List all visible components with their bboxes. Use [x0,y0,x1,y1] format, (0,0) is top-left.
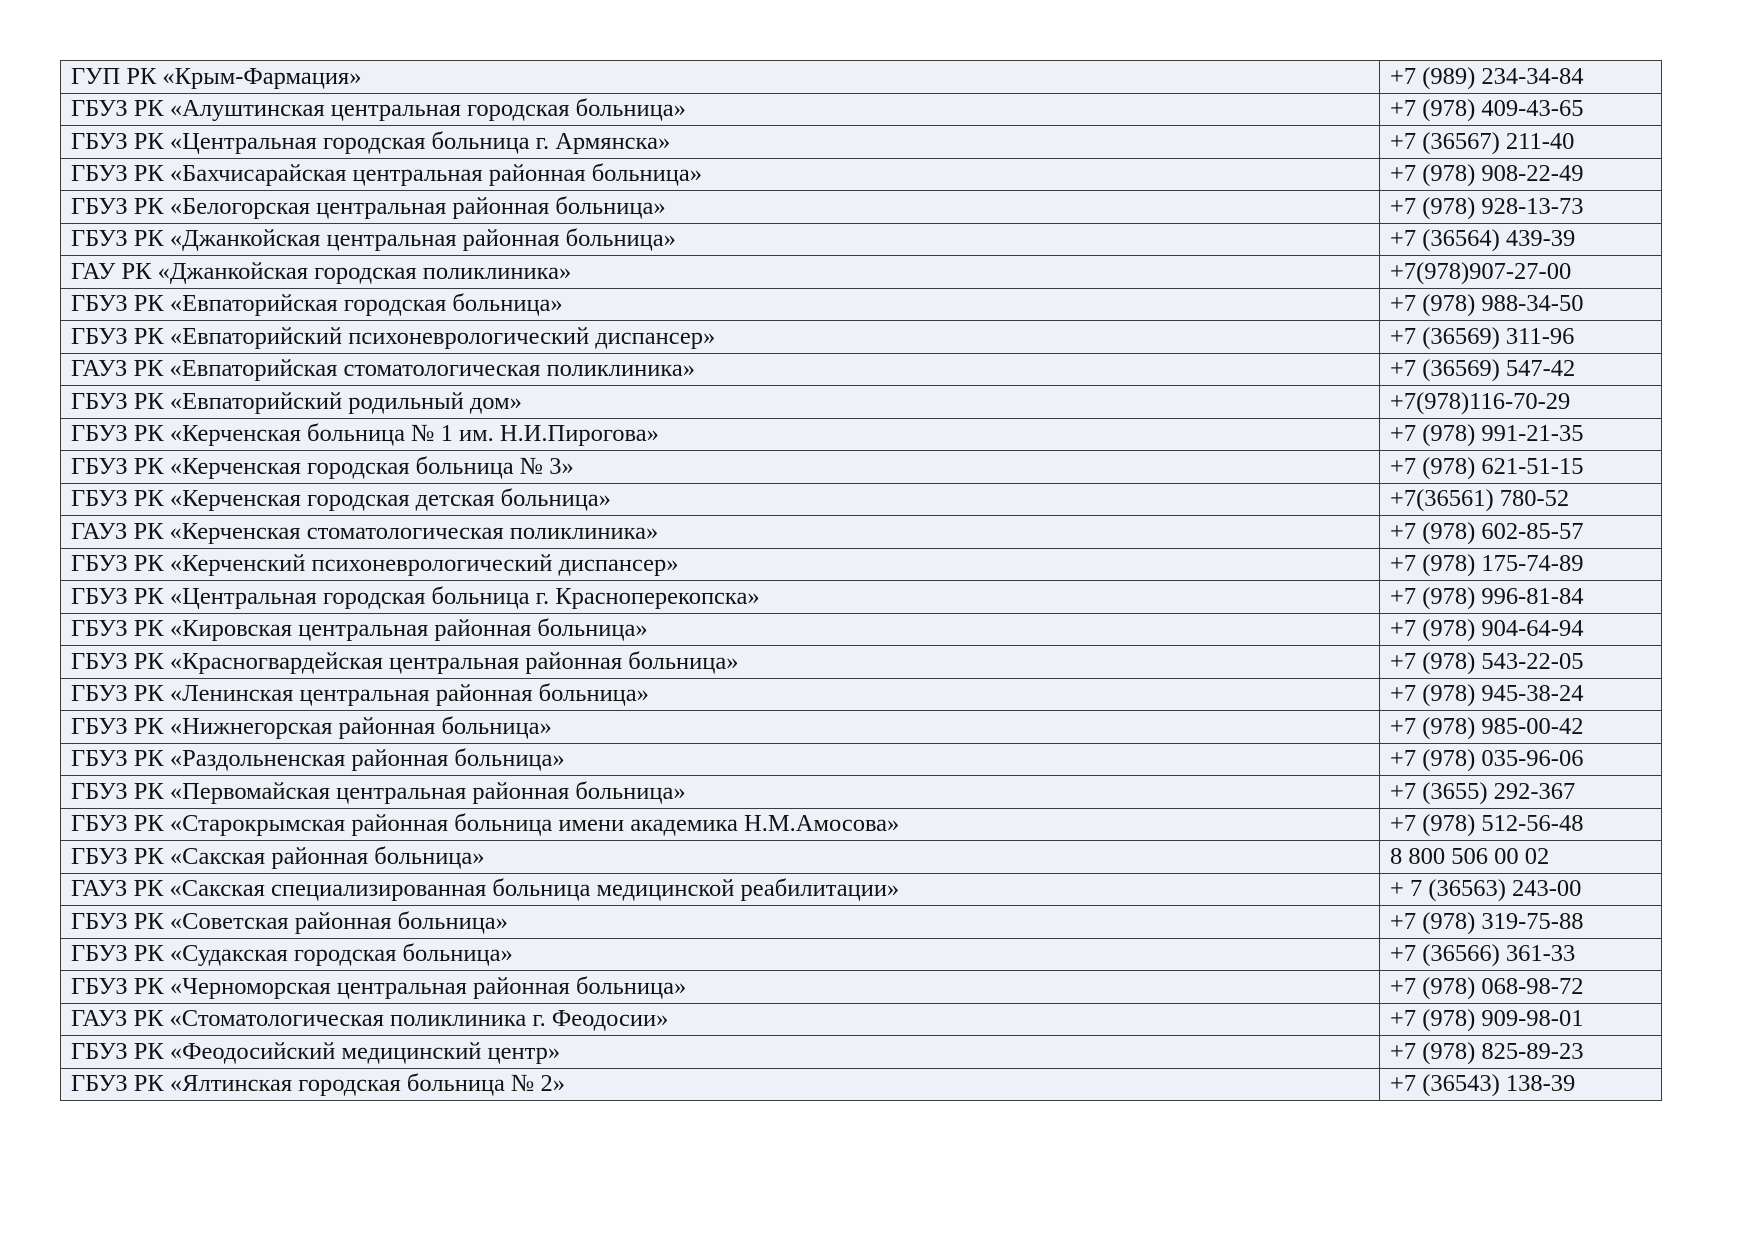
organization-name-cell: ГБУЗ РК «Белогорская центральная районная больница» [61,191,1380,224]
table-row [61,1036,1662,1069]
organization-name-cell: ГАУЗ РК «Евпаторийская стоматологическая поликлиника» [61,353,1380,386]
phone-number-cell: +7 (978) 409-43-65 [1380,93,1662,126]
phone-number-cell: +7(978)907-27-00 [1380,256,1662,289]
organization-name-cell: ГБУЗ РК «Центральная городская больница г. Красноперекопска» [61,581,1380,614]
phone-number-cell: +7 (36569) 547-42 [1380,353,1662,386]
organization-name-cell: ГБУЗ РК «Алуштинская центральная городская больница» [61,93,1380,126]
phone-number-cell: +7 (978) 928-13-73 [1380,191,1662,224]
table-row [61,841,1662,874]
phone-number-cell: +7 (978) 512-56-48 [1380,808,1662,841]
table-row [61,938,1662,971]
table-row [61,61,1662,94]
table-row [61,548,1662,581]
phone-number-cell: +7(36561) 780-52 [1380,483,1662,516]
organization-name-cell: ГАУЗ РК «Стоматологическая поликлиника г. Феодосии» [61,1003,1380,1036]
phone-number-cell: +7 (978) 035-96-06 [1380,743,1662,776]
phone-number-cell: +7 (978) 996-81-84 [1380,581,1662,614]
organization-name-cell: ГБУЗ РК «Евпаторийский родильный дом» [61,386,1380,419]
organization-name-cell: ГБУЗ РК «Старокрымская районная больница имени академика Н.М.Амосова» [61,808,1380,841]
phone-number-cell: +7 (978) 543-22-05 [1380,646,1662,679]
phone-number-cell: +7 (36567) 211-40 [1380,126,1662,159]
organization-name-cell: ГБУЗ РК «Керченская городская детская больница» [61,483,1380,516]
phone-number-cell: 8 800 506 00 02 [1380,841,1662,874]
contacts-table [60,60,1662,1101]
organization-name-cell: ГБУЗ РК «Ленинская центральная районная больница» [61,678,1380,711]
table-row [61,678,1662,711]
organization-name-cell: ГБУЗ РК «Ялтинская городская больница № 2» [61,1068,1380,1101]
table-row [61,418,1662,451]
organization-name-cell: ГБУЗ РК «Кировская центральная районная больница» [61,613,1380,646]
organization-name-cell: ГБУЗ РК «Феодосийский медицинский центр» [61,1036,1380,1069]
table-row [61,158,1662,191]
contacts-table-body [61,61,1662,1101]
organization-name-cell: ГБУЗ РК «Бахчисарайская центральная районная больница» [61,158,1380,191]
table-row [61,288,1662,321]
table-row [61,451,1662,484]
organization-name-cell: ГБУЗ РК «Советская районная больница» [61,906,1380,939]
organization-name-cell: ГБУЗ РК «Керченский психоневрологический диспансер» [61,548,1380,581]
table-row [61,743,1662,776]
table-row [61,646,1662,679]
organization-name-cell: ГБУЗ РК «Красногвардейская центральная районная больница» [61,646,1380,679]
phone-number-cell: +7 (978) 985-00-42 [1380,711,1662,744]
table-row [61,711,1662,744]
phone-number-cell: + 7 (36563) 243-00 [1380,873,1662,906]
phone-number-cell: +7 (978) 909-98-01 [1380,1003,1662,1036]
table-row [61,1068,1662,1101]
table-row [61,581,1662,614]
table-row [61,776,1662,809]
organization-name-cell: ГАУЗ РК «Керченская стоматологическая поликлиника» [61,516,1380,549]
table-row [61,256,1662,289]
phone-number-cell: +7 (36564) 439-39 [1380,223,1662,256]
organization-name-cell: ГБУЗ РК «Джанкойская центральная районная больница» [61,223,1380,256]
table-row [61,906,1662,939]
phone-number-cell: +7 (36543) 138-39 [1380,1068,1662,1101]
organization-name-cell: ГБУЗ РК «Нижнегорская районная больница» [61,711,1380,744]
organization-name-cell: ГАУЗ РК «Сакская специализированная больница медицинской реабилитации» [61,873,1380,906]
table-row [61,808,1662,841]
table-row [61,321,1662,354]
organization-name-cell: ГБУЗ РК «Керченская больница № 1 им. Н.И.Пирогова» [61,418,1380,451]
phone-number-cell: +7 (36566) 361-33 [1380,938,1662,971]
phone-number-cell: +7 (978) 602-85-57 [1380,516,1662,549]
organization-name-cell: ГБУЗ РК «Сакская районная больница» [61,841,1380,874]
phone-number-cell: +7 (978) 068-98-72 [1380,971,1662,1004]
phone-number-cell: +7(978)116-70-29 [1380,386,1662,419]
organization-name-cell: ГБУЗ РК «Судакская городская больница» [61,938,1380,971]
phone-number-cell: +7 (978) 825-89-23 [1380,1036,1662,1069]
phone-number-cell: +7 (978) 904-64-94 [1380,613,1662,646]
phone-number-cell: +7 (978) 621-51-15 [1380,451,1662,484]
organization-name-cell: ГАУ РК «Джанкойская городская поликлиника» [61,256,1380,289]
table-row [61,353,1662,386]
table-row [61,483,1662,516]
table-row [61,93,1662,126]
organization-name-cell: ГБУЗ РК «Евпаторийский психоневрологический диспансер» [61,321,1380,354]
table-row [61,126,1662,159]
organization-name-cell: ГБУЗ РК «Раздольненская районная больница» [61,743,1380,776]
organization-name-cell: ГБУЗ РК «Первомайская центральная районная больница» [61,776,1380,809]
table-row [61,516,1662,549]
phone-number-cell: +7 (978) 175-74-89 [1380,548,1662,581]
phone-number-cell: +7 (989) 234-34-84 [1380,61,1662,94]
organization-name-cell: ГБУЗ РК «Центральная городская больница г. Армянска» [61,126,1380,159]
phone-number-cell: +7 (3655) 292-367 [1380,776,1662,809]
organization-name-cell: ГБУЗ РК «Евпаторийская городская больница» [61,288,1380,321]
phone-number-cell: +7 (36569) 311-96 [1380,321,1662,354]
table-row [61,613,1662,646]
table-row [61,191,1662,224]
phone-number-cell: +7 (978) 319-75-88 [1380,906,1662,939]
organization-name-cell: ГУП РК «Крым-Фармация» [61,61,1380,94]
table-row [61,1003,1662,1036]
phone-number-cell: +7 (978) 908-22-49 [1380,158,1662,191]
table-row [61,386,1662,419]
table-row [61,223,1662,256]
organization-name-cell: ГБУЗ РК «Черноморская центральная районная больница» [61,971,1380,1004]
phone-number-cell: +7 (978) 945-38-24 [1380,678,1662,711]
organization-name-cell: ГБУЗ РК «Керченская городская больница № 3» [61,451,1380,484]
table-row [61,873,1662,906]
phone-number-cell: +7 (978) 991-21-35 [1380,418,1662,451]
table-row [61,971,1662,1004]
phone-number-cell: +7 (978) 988-34-50 [1380,288,1662,321]
